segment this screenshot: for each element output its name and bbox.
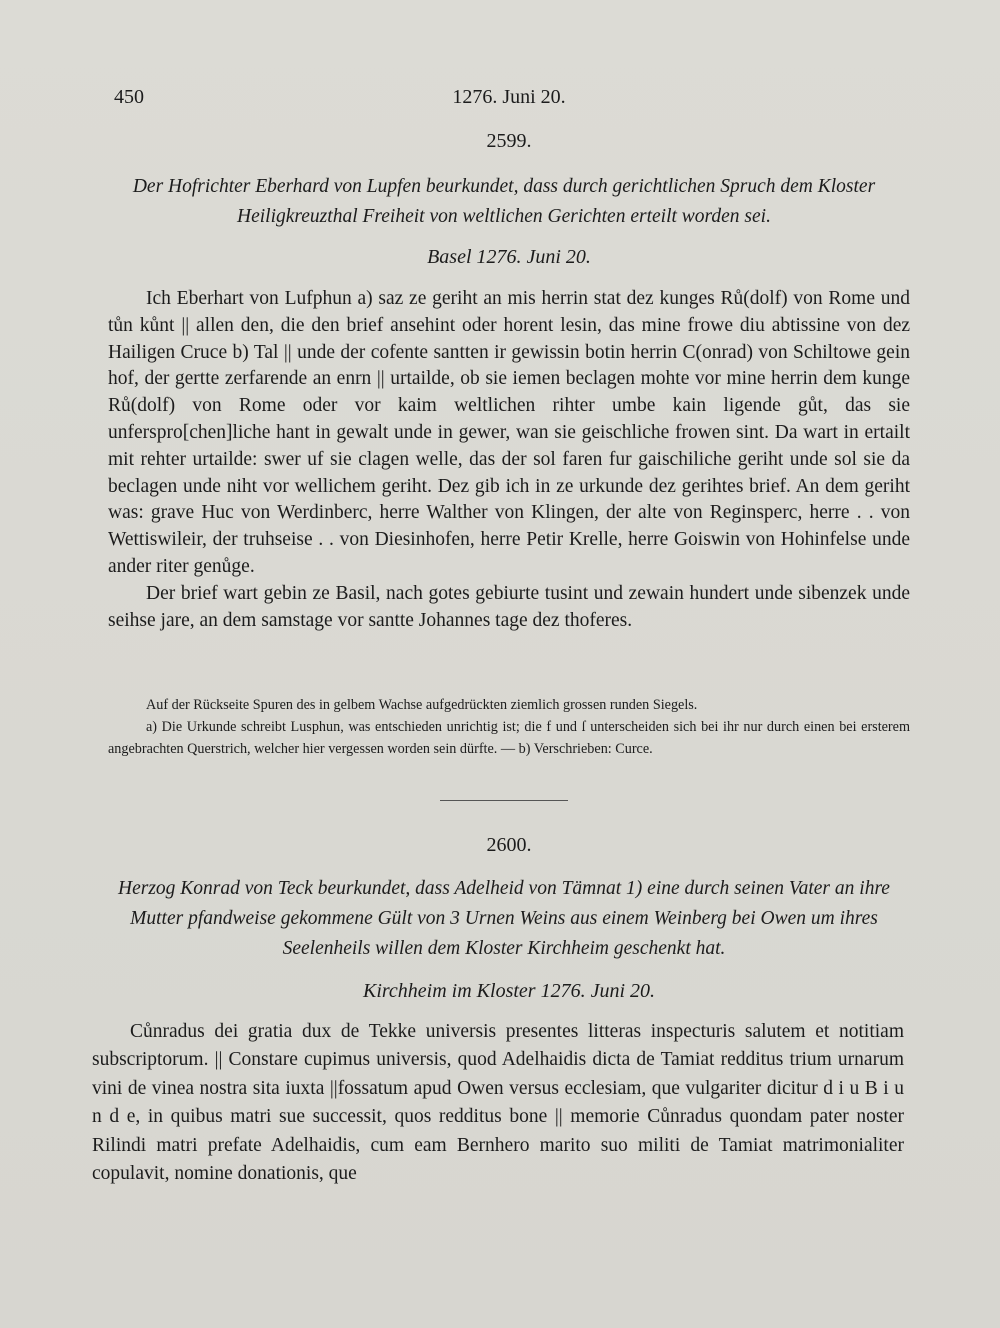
footnotes: a) Die Urkunde schreibt Lusphun, was entschieden unrichtig ist; die f und ſ unterscheiden sich bei ihr nur durch einen bei ersterem angebrachten Querstrich, welcher hier vergessen worden sein dürfte. — b) Verschrieben: Curce. — [108, 719, 910, 757]
seal-note: Auf der Rückseite Spuren des in gelbem Wachse aufgedrückten ziemlich grossen runden Siegels. — [146, 697, 698, 713]
regest-2600: Herzog Konrad von Teck beurkundet, dass Adelheid von Tämnat 1) eine durch seinen Vater an ihre Mutter pfandweise gekommene Gült von 3 Urnen Weins aus einem Weinberg bei Owen um ihres Seelenheils willen dem Kloster Kirchheim geschenkt hat. — [118, 878, 890, 959]
charter-paragraph: Ich Eberhart von Lufphun a) saz ze geriht an mis herrin stat dez kunges Rů(dolf) von Rome und tůn kůnt || allen den, die den brief ansehint oder horent lesin, das mine frowe diu abtissine von dez Hailigen Cruce b) Tal || unde der cofente santten ir gewissin botin herrin C(onrad) von Schiltowe gein hof, der gertte zerfarende an enrn || urtailde, ob sie iemen beclagen mohte vor mine herrin dem kunge Rů(dolf) von Rome oder vor kaim weltlichen rihter umbe kain ligende gůt, das sie unferspro[chen]liche hant in gewalt unde in gewer, wan sie geischliche frowen sint. Da wart in ertailt mit rehter urtailde: swer uf sie clagen welle, das der sol faren fur gaischiliche geriht unde sol sie da beclagen unde niht vor wellichem geriht. Dez gib ich in ze urkunde dez gerihtes brief. An dem geriht was: grave Huc von Werdinberc, herre Walther von Klingen, der alte von Reginsperc, herre . . von Wettiswileir, der truhseise . . von Diesinhofen, herre Petir Krelle, herre Goiswin von Hohinfelse unde ander riter genůge. — [108, 288, 910, 577]
page-number: 450 — [114, 86, 144, 108]
charter-paragraph: Der brief wart gebin ze Basil, nach gotes gebiurte tusint und zewain hundert unde sibenzek unde seihse jare, an dem samstage vor santte Johannes tage dez thoferes. — [108, 582, 910, 631]
running-title: 1276. Juni 20. — [452, 86, 566, 108]
dateline-2599: Basel 1276. Juni 20. — [427, 246, 591, 268]
separator-rule — [440, 800, 568, 801]
apparatus-notes-2599 — [108, 694, 910, 760]
charter-paragraph: Cůnradus dei gratia dux de Tekke universis presentes litteras inspecturis salutem et notitiam subscriptorum. || Constare cupimus universis, quod Adelhaidis dicta de Tamiat redditus trium urnarum vini de vinea nostra sita iuxta ||fossatum apud Owen versus ecclesiam, que vulgariter dicitur d i u B i u n d e, in quibus matri sue successit, quos redditus bone || memorie Cůnradus quondam pater noster Rilindi matri prefate Adelhaidis, cum eam Bernhero marito suo militi de Tamiat matrimonialiter copulavit, nomine donationis, que — [92, 1021, 904, 1185]
charter-text-2599 — [108, 286, 910, 634]
document-number-2599: 2599. — [486, 130, 532, 152]
document-number-2600: 2600. — [486, 834, 532, 856]
dateline-2600: Kirchheim im Kloster 1276. Juni 20. — [362, 980, 656, 1002]
regest-2599: Der Hofrichter Eberhard von Lupfen beurkundet, dass durch gerichtlichen Spruch dem Kloster Heiligkreuzthal Freiheit von weltlichen Gerichten erteilt worden sei. — [132, 176, 876, 227]
charter-text-2600 — [92, 1018, 904, 1188]
